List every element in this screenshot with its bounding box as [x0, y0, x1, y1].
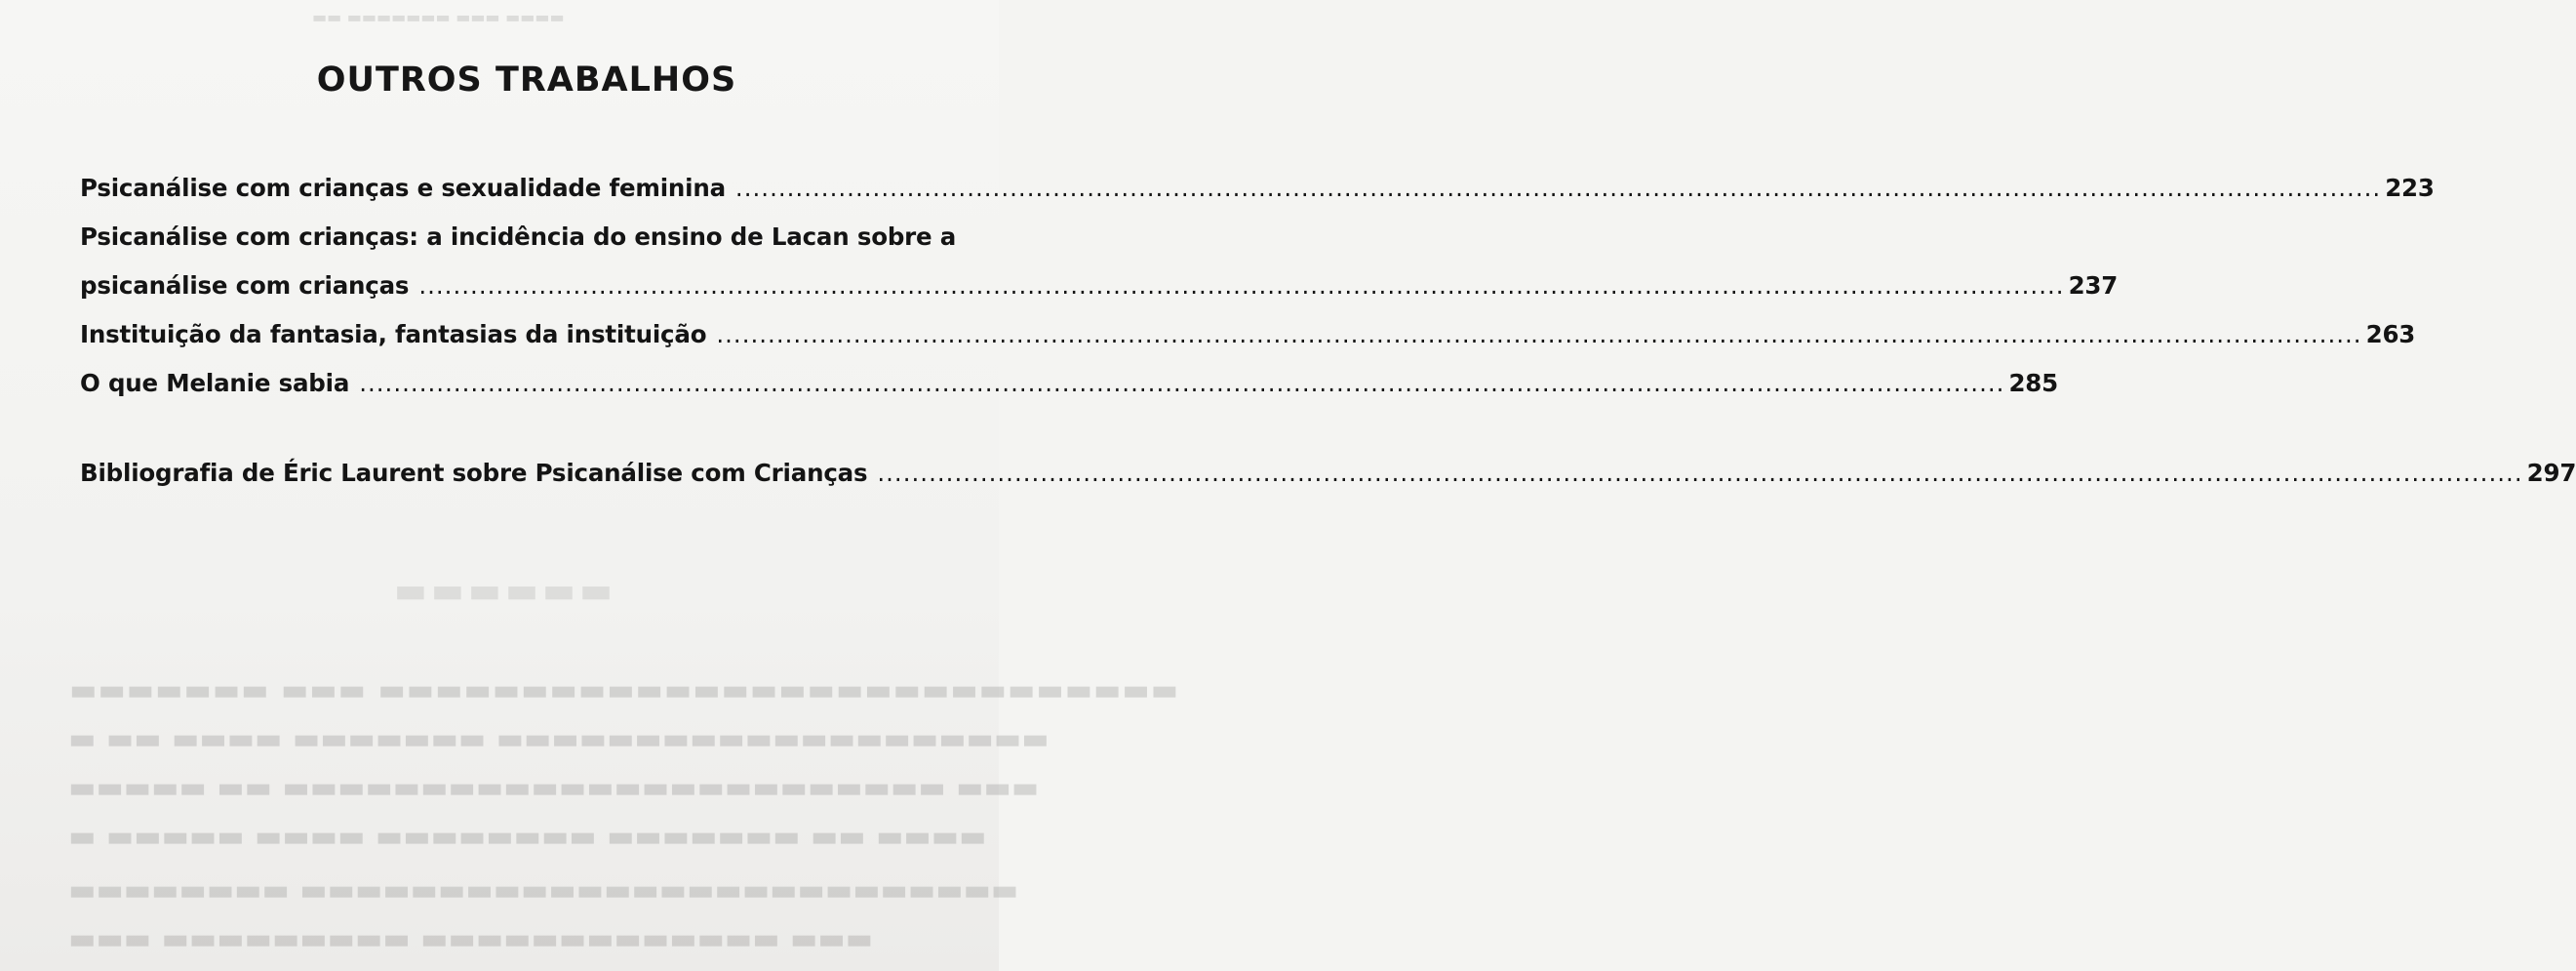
toc-entry — [80, 310, 2416, 359]
toc-entry — [80, 449, 2576, 498]
toc-entry-title: Instituição da fantasia, fantasias da instituição — [80, 320, 707, 348]
toc-entry-title-line: Psicanálise com crianças: a incidência do ensino de Lacan sobre a — [80, 223, 957, 251]
table-of-contents — [80, 164, 2576, 498]
show-through-text: ▬▬▬▬▬▬▬▬▬▬▬▬▬▬▬▬▬▬▬▬▬▬▬▬▬▬▬▬ ▬▬▬ ▬▬▬▬▬▬▬ — [68, 673, 1178, 708]
toc-entry-title: Bibliografia de Éric Laurent sobre Psicanálise com Crianças — [80, 459, 868, 487]
show-through-text: ▬▬▬▬▬▬▬▬▬▬▬▬▬▬▬▬▬▬▬▬ ▬▬▬▬▬▬▬ ▬▬▬▬ ▬▬ ▬ — [68, 722, 1050, 756]
toc-entry — [80, 359, 2058, 408]
toc-entry — [80, 164, 2435, 213]
show-through-text: ▬▬▬▬▬▬ — [390, 571, 614, 611]
section-heading: OUTROS TRABALHOS — [316, 61, 737, 100]
show-through-text: ▬▬▬▬ ▬▬ ▬▬▬▬▬▬▬ ▬▬▬▬▬▬▬▬ ▬▬▬▬ ▬▬▬▬▬ ▬ — [68, 820, 987, 854]
spacer — [80, 408, 977, 449]
dot-leader — [359, 359, 2004, 408]
show-through-text: ▬▬▬ ▬▬▬▬▬▬▬▬▬▬▬▬▬▬▬▬▬▬▬▬▬▬▬▬ ▬▬ ▬▬▬▬▬ — [68, 771, 1040, 805]
toc-entry — [80, 262, 2119, 310]
toc-entry-page: 285 — [2008, 369, 2058, 397]
show-through-text: ▬▬▬▬▬▬▬▬▬▬▬▬▬▬▬▬▬▬▬▬▬▬▬▬▬▬ ▬▬▬▬▬▬▬▬ — [68, 873, 1019, 908]
dot-leader — [418, 262, 2064, 310]
toc-entry-page: 237 — [2068, 271, 2119, 300]
toc-entry-page: 263 — [2365, 320, 2416, 348]
toc-entry-page: 297 — [2526, 459, 2576, 487]
show-through-text: ▬▬▬ ▬▬▬▬▬▬▬▬▬▬▬▬▬ ▬▬▬▬▬▬▬▬▬ ▬▬▬ — [68, 922, 873, 956]
dot-leader — [716, 310, 2361, 359]
show-through-text: ▬▬▬▬ ▬▬▬ ▬▬▬▬▬▬▬ ▬▬ — [312, 8, 565, 26]
dot-leader — [735, 164, 2381, 213]
toc-entry-title: Psicanálise com crianças e sexualidade feminina — [80, 174, 726, 202]
dot-leader — [877, 449, 2522, 498]
toc-entry-title: psicanálise com crianças — [80, 271, 410, 300]
toc-entry-title: O que Melanie sabia — [80, 369, 350, 397]
toc-entry-page: 223 — [2385, 174, 2435, 202]
